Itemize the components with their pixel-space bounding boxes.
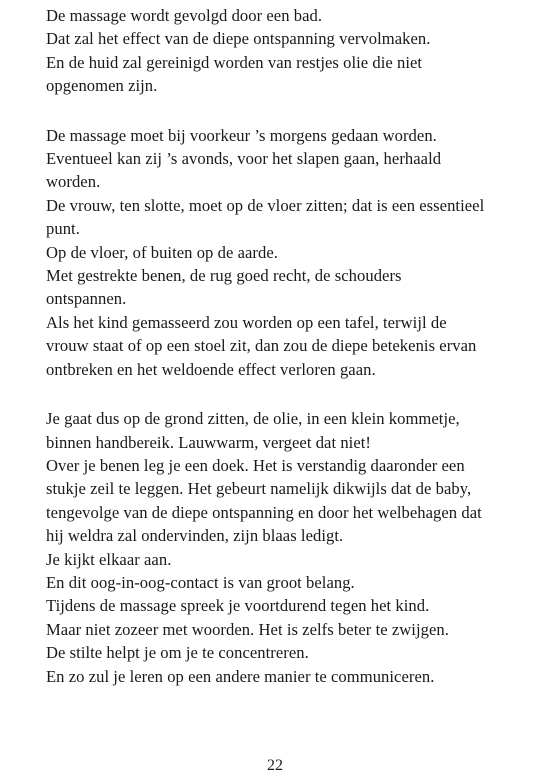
text-line: opgenomen zijn. bbox=[46, 76, 158, 96]
text-line: ontspannen. bbox=[46, 289, 127, 309]
paragraph-preparation bbox=[46, 407, 536, 688]
text-line: Je gaat dus op de grond zitten, de olie, in een klein kommetje, bbox=[46, 409, 460, 429]
text-line: binnen handbereik. Lauwwarm, vergeet dat niet! bbox=[46, 432, 371, 452]
text-line: Als het kind gemasseerd zou worden op een tafel, terwijl de bbox=[46, 312, 447, 332]
page-number: 22 bbox=[267, 757, 283, 774]
text-line: ontbreken en het weldoende effect verloren gaan. bbox=[46, 359, 376, 379]
text-line: Maar niet zozeer met woorden. Het is zelfs beter te zwijgen. bbox=[46, 619, 449, 639]
paragraph-bath bbox=[46, 4, 536, 98]
text-line: punt. bbox=[46, 219, 80, 239]
page-body bbox=[46, 4, 536, 714]
text-line: Over je benen leg je een doek. Het is verstandig daaronder een bbox=[46, 455, 465, 475]
text-line: Dat zal het effect van de diepe ontspanning vervolmaken. bbox=[46, 29, 431, 49]
text-line: Eventueel kan zij ’s avonds, voor het slapen gaan, herhaald bbox=[46, 149, 442, 169]
text-line: Met gestrekte benen, de rug goed recht, de schouders bbox=[46, 266, 402, 286]
text-line: vrouw staat of op een stoel zit, dan zou de diepe betekenis ervan bbox=[46, 336, 477, 356]
text-line: hij weldra zal ondervinden, zijn blaas ledigt. bbox=[46, 526, 344, 546]
text-line: Je kijkt elkaar aan. bbox=[46, 549, 172, 569]
text-line: De massage wordt gevolgd door een bad. bbox=[46, 6, 323, 25]
paragraph-timing-posture bbox=[46, 124, 536, 381]
text-line: Tijdens de massage spreek je voortdurend tegen het kind. bbox=[46, 596, 430, 616]
text-line: En dit oog-in-oog-contact is van groot belang. bbox=[46, 572, 355, 592]
text-line: tengevolge van de diepe ontspanning en door het welbehagen dat bbox=[46, 502, 482, 522]
text-line: En de huid zal gereinigd worden van restjes olie die niet bbox=[46, 52, 423, 72]
text-line: Op de vloer, of buiten op de aarde. bbox=[46, 242, 278, 262]
text-line: stukje zeil te leggen. Het gebeurt namelijk dikwijls dat de baby, bbox=[46, 479, 472, 499]
text-line: worden. bbox=[46, 172, 101, 192]
text-line: En zo zul je leren op een andere manier te communiceren. bbox=[46, 666, 435, 686]
text-line: De massage moet bij voorkeur ’s morgens gedaan worden. bbox=[46, 125, 437, 145]
text-line: De vrouw, ten slotte, moet op de vloer zitten; dat is een essentieel bbox=[46, 195, 485, 215]
text-line: De stilte helpt je om je te concentreren. bbox=[46, 643, 309, 663]
